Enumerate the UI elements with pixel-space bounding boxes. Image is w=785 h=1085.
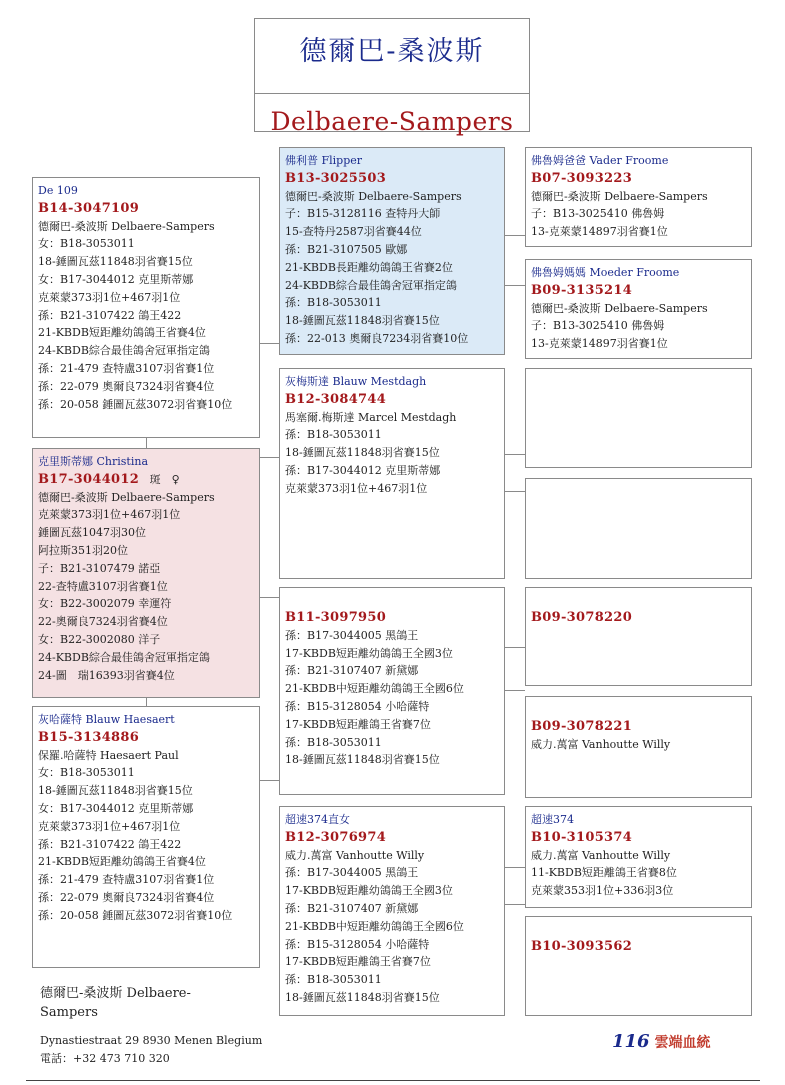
connector — [505, 904, 525, 905]
ring-number: B12-3084744 — [285, 391, 387, 407]
pedigree-line: 孫：B15-3128054 小哈薩特 — [285, 699, 430, 713]
dam-line: 阿拉斯351羽20位 — [38, 543, 128, 557]
great-grandparent-card-empty — [525, 478, 752, 579]
pedigree-line: 威力.萬富 Vanhoutte Willy — [285, 848, 425, 862]
pedigree-line: 子：B13-3025410 佛魯姆 — [531, 319, 665, 333]
pigeon-name: 佛利普 Flipper — [285, 154, 363, 167]
logo-number: 116 — [612, 1031, 650, 1052]
title-box — [254, 18, 530, 136]
breeder-name: 德爾巴-桑波斯 Delbaere-Sampers — [40, 986, 191, 1020]
pedigree-line: 孫：B18-3053011 — [285, 296, 382, 310]
subject-line: 21-KBDB短距離幼鴿鴿王省賽4位 — [38, 326, 206, 340]
pedigree-line: 17-KBDB短距離幼鴿鴿王全國3位 — [285, 884, 453, 898]
connector — [505, 690, 525, 691]
pedigree-line: 17-KBDB短距離鴿王省賽7位 — [285, 955, 431, 969]
pedigree-line: 15-查特丹2587羽省賽44位 — [285, 225, 422, 239]
sire-line: 18-錘圖瓦茲11848羽省賽15位 — [38, 784, 193, 798]
ring-number: B09-3135214 — [531, 282, 633, 298]
pigeon-name: 超速374直女 — [285, 813, 350, 826]
pedigree-line: 18-錘圖瓦茲11848羽省賽15位 — [285, 446, 440, 460]
pedigree-line: 子：B13-3025410 佛魯姆 — [531, 207, 665, 221]
sire-line: 孫：22-079 奧爾良7324羽省賽4位 — [38, 890, 215, 904]
dam-line: 22-奧爾良7324羽省賽4位 — [38, 615, 168, 629]
pedigree-line: 24-KBDB綜合最佳鴿舍冠軍指定鴿 — [285, 278, 457, 292]
ring-number: B11-3097950 — [285, 610, 387, 625]
title-chinese: 德爾巴-桑波斯 — [299, 36, 485, 67]
subject-line: 18-錘圖瓦茲11848羽省賽15位 — [38, 255, 193, 269]
sire-line: 孫：20-058 錘圖瓦茲3072羽省賽10位 — [38, 908, 233, 922]
dam-suffix: 斑 ♀ — [149, 472, 180, 486]
grandparent-card — [279, 368, 505, 579]
dam-ring: B17-3044012 — [38, 471, 140, 487]
subject-line: 孫：21-479 查特盧3107羽省賽1位 — [38, 361, 215, 375]
connector — [259, 457, 279, 458]
connector — [505, 285, 525, 286]
ring-number: B13-3025503 — [285, 170, 387, 186]
connector — [505, 647, 525, 648]
pedigree-line: 11-KBDB短距離鴿王省賽8位 — [531, 866, 677, 880]
pedigree-line: 德爾巴-桑波斯 Delbaere-Sampers — [531, 301, 708, 315]
pedigree-line: 克萊蒙373羽1位+467羽1位 — [285, 481, 428, 495]
sire-line: 女：B17-3044012 克里斯蒂娜 — [38, 801, 194, 815]
connector — [505, 235, 525, 236]
ring-number: B09-3078221 — [531, 719, 633, 734]
great-grandparent-card — [525, 259, 752, 359]
pedigree-line: 孫：B21-3107407 新黛娜 — [285, 664, 419, 678]
logo — [612, 1031, 710, 1052]
dam-line: 錘圖瓦茲1047羽30位 — [38, 526, 146, 540]
pedigree-line: 17-KBDB短距離幼鴿鴿王全國3位 — [285, 646, 453, 660]
subject-line: 女：B18-3053011 — [38, 237, 135, 251]
pigeon-name: 佛魯姆媽媽 Moeder Froome — [531, 266, 680, 279]
pigeon-name: 佛魯姆爸爸 Vader Froome — [531, 154, 669, 167]
pedigree-line: 子：B15-3128116 查特丹大師 — [285, 207, 441, 221]
grandparent-card — [279, 147, 505, 355]
sire-line: 孫：21-479 查特盧3107羽省賽1位 — [38, 873, 215, 887]
ring-number: B09-3078220 — [531, 610, 633, 625]
pedigree-line: 21-KBDB中短距離幼鴿鴿王全國6位 — [285, 919, 464, 933]
sire-name: 灰哈薩特 Blauw Haesaert — [38, 713, 175, 726]
pedigree-line: 孫：B17-3044012 克里斯蒂娜 — [285, 463, 441, 477]
connector — [505, 491, 525, 492]
pedigree-line: 孫：B17-3044005 黑鴿王 — [285, 628, 419, 642]
pedigree-line: 威力.萬富 Vanhoutte Willy — [531, 848, 671, 862]
subject-line: 孫：20-058 錘圖瓦茲3072羽省賽10位 — [38, 397, 233, 411]
dam-line: 克萊蒙373羽1位+467羽1位 — [38, 508, 181, 522]
connector — [505, 454, 525, 455]
pedigree-line: 孫：B21-3107407 新黛娜 — [285, 901, 419, 915]
dam-card — [32, 448, 260, 698]
subject-line: 女：B17-3044012 克里斯蒂娜 — [38, 272, 194, 286]
ring-number: B10-3105374 — [531, 829, 633, 845]
dam-line: 德爾巴-桑波斯 Delbaere-Sampers — [38, 490, 215, 504]
dam-line: 22-查特盧3107羽省賽1位 — [38, 579, 168, 593]
breeder-phone: 電話：+32 473 710 320 — [40, 1052, 170, 1065]
subject-line: 孫：22-079 奧爾良7324羽省賽4位 — [38, 379, 215, 393]
bottom-divider — [26, 1080, 760, 1081]
pedigree-line: 克萊蒙353羽1位+336羽3位 — [531, 884, 674, 898]
pedigree-line: 孫：B18-3053011 — [285, 428, 382, 442]
subject-ring: B14-3047109 — [38, 200, 140, 216]
grandparent-card — [279, 806, 505, 1016]
sire-line: 保羅.哈薩特 Haesaert Paul — [38, 748, 179, 762]
pedigree-line: 孫：B18-3053011 — [285, 973, 382, 987]
pedigree-line: 孫：B21-3107505 歐娜 — [285, 242, 408, 256]
great-grandparent-card — [525, 147, 752, 247]
pedigree-line: 18-錘圖瓦茲11848羽省賽15位 — [285, 314, 440, 328]
subject-line: 克萊蒙373羽1位+467羽1位 — [38, 290, 181, 304]
pedigree-line: 21-KBDB中短距離幼鴿鴿王全國6位 — [285, 682, 464, 696]
sire-line: 女：B18-3053011 — [38, 766, 135, 780]
connector — [505, 867, 525, 868]
pedigree-line: 18-錘圖瓦茲11848羽省賽15位 — [285, 753, 440, 767]
pedigree-line: 18-錘圖瓦茲11848羽省賽15位 — [285, 990, 440, 1004]
dam-line: 女：B22-3002080 洋子 — [38, 632, 161, 646]
pedigree-line: 德爾巴-桑波斯 Delbaere-Sampers — [285, 189, 462, 203]
ring-number: B10-3093562 — [531, 939, 633, 954]
dam-line: 24-圖 瑞16393羽省賽4位 — [38, 668, 175, 682]
dam-line: 女：B22-3002079 幸運符 — [38, 597, 172, 611]
ring-number: B07-3093223 — [531, 170, 633, 186]
great-grandparent-card — [525, 587, 752, 686]
sire-line: 克萊蒙373羽1位+467羽1位 — [38, 819, 181, 833]
great-grandparent-card — [525, 916, 752, 1016]
pedigree-line: 孫：B15-3128054 小哈薩特 — [285, 937, 430, 951]
logo-text: 雲端血統 — [654, 1035, 711, 1051]
title-divider — [255, 93, 529, 94]
sire-ring: B15-3134886 — [38, 729, 140, 745]
breeder-contact — [40, 1032, 262, 1068]
pedigree-line: 馬塞爾.梅斯達 Marcel Mestdagh — [285, 410, 457, 424]
connector — [259, 780, 279, 781]
pedigree-line: 孫：22-013 奧爾良7234羽省賽10位 — [285, 331, 469, 345]
sire-line: 21-KBDB短距離幼鴿鴿王省賽4位 — [38, 855, 206, 869]
pedigree-line: 德爾巴-桑波斯 Delbaere-Sampers — [531, 189, 708, 203]
pigeon-name: 超速374 — [531, 813, 574, 826]
pedigree-line: 孫：B18-3053011 — [285, 735, 382, 749]
subject-card — [32, 177, 260, 438]
sire-card — [32, 706, 260, 968]
dam-line: 24-KBDB綜合最佳鴿舍冠軍指定鴿 — [38, 650, 210, 664]
connector — [146, 438, 147, 448]
great-grandparent-card-empty — [525, 368, 752, 468]
breeder-address: Dynastiestraat 29 8930 Menen Blegium — [40, 1034, 263, 1047]
ring-number: B12-3076974 — [285, 829, 387, 845]
pedigree-line: 威力.萬富 Vanhoutte Willy — [531, 737, 671, 751]
subject-line: 德爾巴-桑波斯 Delbaere-Sampers — [38, 219, 215, 233]
title-english: Delbaere-Sampers — [270, 107, 514, 136]
subject-name: De 109 — [38, 184, 78, 197]
connector — [259, 343, 279, 344]
pedigree-line: 13-克萊蒙14897羽省賽1位 — [531, 337, 668, 351]
connector — [146, 698, 147, 706]
subject-line: 24-KBDB綜合最佳鴿舍冠軍指定鴿 — [38, 344, 210, 358]
pigeon-name: 灰梅斯達 Blauw Mestdagh — [285, 375, 427, 388]
pedigree-line: 21-KBDB長距離幼鴿鴿王省賽2位 — [285, 260, 453, 274]
great-grandparent-card — [525, 696, 752, 798]
great-grandparent-card — [525, 806, 752, 908]
grandparent-card — [279, 587, 505, 795]
sire-line: 孫：B21-3107422 鴿王422 — [38, 837, 182, 851]
pedigree-line: 17-KBDB短距離鴿王省賽7位 — [285, 717, 431, 731]
connector — [259, 597, 279, 598]
dam-name: 克里斯蒂娜 Christina — [38, 455, 148, 468]
subject-line: 孫：B21-3107422 鴿王422 — [38, 308, 182, 322]
pedigree-line: 13-克萊蒙14897羽省賽1位 — [531, 225, 668, 239]
dam-line: 子：B21-3107479 諾亞 — [38, 561, 161, 575]
pedigree-line: 孫：B17-3044005 黑鴿王 — [285, 866, 419, 880]
